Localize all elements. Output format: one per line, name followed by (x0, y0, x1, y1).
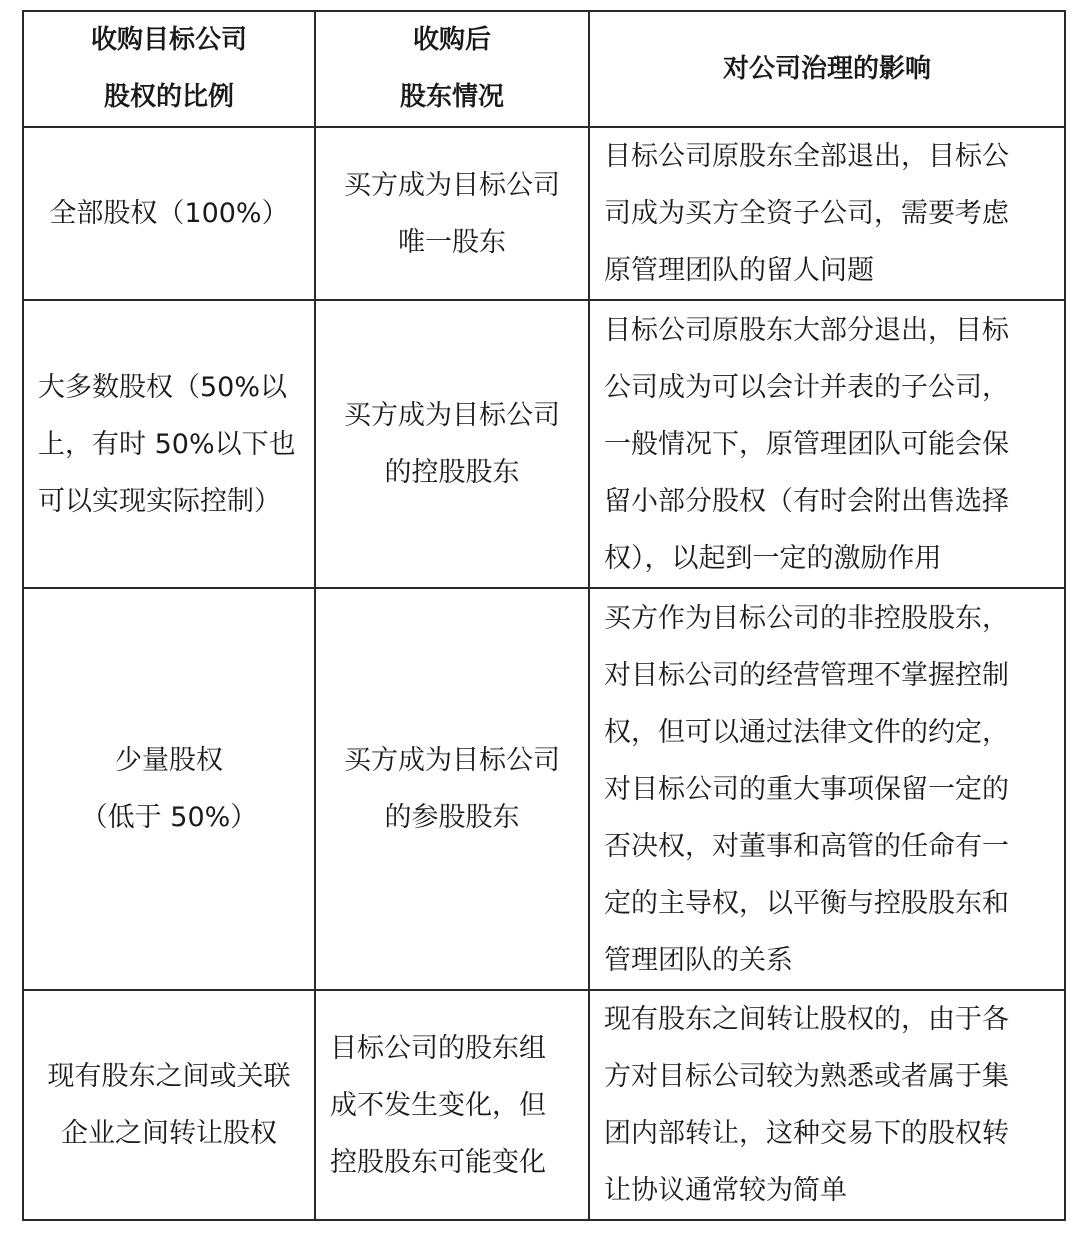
table-row (23, 127, 1065, 300)
cell-text-line: 成不发生变化，但 (330, 1089, 546, 1121)
cell-text-line: 全部股权（100%） (49, 198, 289, 229)
cell-governance-impact (589, 300, 1065, 588)
cell-shareholder-status (315, 990, 589, 1220)
cell-text-line: 买方成为目标公司 (344, 745, 560, 776)
table-row (23, 300, 1065, 588)
cell-shareholder-status (315, 300, 589, 588)
cell-governance-impact (589, 990, 1065, 1220)
cell-equity-ratio (23, 300, 315, 588)
cell-text-line: 否决权，对董事和高管的任命有一 (604, 830, 1009, 862)
cell-text-line: 买方成为目标公司 (344, 400, 560, 431)
cell-text-line: 目标公司的股东组 (330, 1032, 546, 1064)
cell-text-line: 唯一股东 (398, 226, 506, 258)
cell-text-line: 团内部转让，这种交易下的股权转 (604, 1118, 1009, 1149)
cell-text-line: 让协议通常较为简单 (604, 1175, 847, 1206)
cell-text-line: 目标公司原股东全部退出，目标公 (604, 141, 1009, 172)
cell-text-line: 方对目标公司较为熟悉或者属于集 (604, 1061, 1009, 1092)
cell-shareholder-status (315, 588, 589, 990)
cell-text-line: 现有股东之间或关联 (47, 1061, 291, 1092)
header-shareholder-status (315, 11, 589, 127)
cell-equity-ratio (23, 127, 315, 300)
cell-text-line: 对目标公司的经营管理不掌握控制 (604, 659, 1009, 691)
header-text-line: 对公司治理的影响 (722, 53, 931, 84)
cell-governance-impact (589, 588, 1065, 990)
cell-text-line: 司成为买方全资子公司，需要考虑 (604, 198, 1009, 229)
cell-text-line: 权，但可以通过法律文件的约定， (604, 716, 1009, 748)
cell-text-line: 目标公司原股东大部分退出，目标 (604, 314, 1009, 346)
cell-text-line: 买方成为目标公司 (344, 169, 560, 201)
cell-governance-impact (589, 127, 1065, 300)
header-text-line: 收购目标公司 (90, 25, 247, 55)
equity-acquisition-table (22, 10, 1066, 1221)
cell-text-line: 的控股股东 (384, 457, 520, 488)
cell-text-line: 留小部分股权（有时会附出售选择 (604, 485, 1009, 517)
cell-text-line: 权），以起到一定的激励作用 (604, 542, 942, 574)
header-row (23, 11, 1065, 127)
table-row (23, 990, 1065, 1220)
cell-text-line: 定的主导权，以平衡与控股股东和 (604, 887, 1009, 919)
cell-text-line: 少量股权 (115, 745, 223, 776)
header-equity-ratio (23, 11, 315, 127)
cell-text-line: 公司成为可以会计并表的子公司， (604, 371, 1009, 403)
cell-text-line: 企业之间转让股权 (61, 1118, 277, 1149)
cell-equity-ratio (23, 990, 315, 1220)
cell-text-line: 一般情况下，原管理团队可能会保 (604, 428, 1009, 460)
header-text-line: 股东情况 (399, 82, 504, 112)
cell-text-line: 控股股东可能变化 (330, 1146, 546, 1178)
cell-text-line: （低于 50%） (80, 802, 258, 833)
cell-text-line: 原管理团队的留人问题 (604, 255, 874, 286)
cell-text-line: 对目标公司的重大事项保留一定的 (604, 773, 1009, 805)
cell-text-line: 现有股东之间转让股权的，由于各 (604, 1004, 1009, 1035)
table-row (23, 588, 1065, 990)
cell-text-line: 可以实现实际控制） (38, 485, 281, 517)
cell-text-line: 的参股股东 (384, 802, 520, 833)
cell-text-line: 大多数股权（50%以 (38, 371, 288, 403)
cell-shareholder-status (315, 127, 589, 300)
cell-text-line: 上，有时 50%以下也 (38, 428, 296, 460)
cell-text-line: 管理团队的关系 (604, 944, 793, 976)
header-text-line: 股权的比例 (103, 82, 234, 112)
cell-text-line: 买方作为目标公司的非控股股东， (604, 602, 1009, 634)
header-text-line: 收购后 (412, 25, 491, 55)
cell-equity-ratio (23, 588, 315, 990)
header-governance-impact (589, 11, 1065, 127)
